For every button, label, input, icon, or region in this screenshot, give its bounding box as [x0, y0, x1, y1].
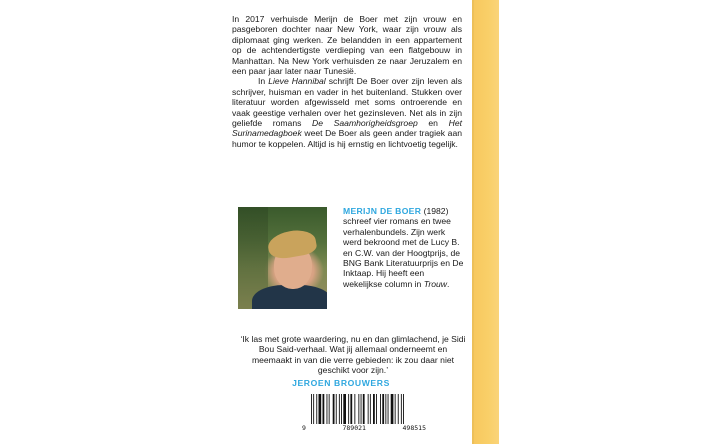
blurb-p2-mid: schrijft De Boer over zijn leven als schrijver, huisman en vader in het buitenland. Stukken over literatuur worden afgewisseld met soms ontroerende en vaak geestige verhalen over het gezinsleven. Net als in zijn geliefde romans [232, 76, 462, 129]
blurb-p2-after: weet De Boer als geen ander tragiek aan humor te koppelen. Altijd is hij ernstig en lichtvoetig tegelijk. [232, 128, 462, 149]
quote-author: JEROEN BROUWERS [292, 378, 390, 388]
spine-edge [472, 0, 474, 444]
blurb-p2-and: en [417, 118, 449, 129]
barcode-bar [398, 394, 399, 424]
barcode-bar [363, 394, 365, 424]
barcode-bar [316, 394, 317, 424]
barcode-bar [361, 394, 362, 424]
barcode-bar [333, 394, 335, 424]
author-bio-text: schreef vier romans en twee verhalenbundels. Zijn werk werd bekroond met de Lucy B. en C.W. van der Hoogtprijs, de BNG Bank Literatuurprijs en De Inktaap. Hij heeft een wekelijkse column in [343, 216, 464, 289]
isbn-barcode [309, 394, 419, 424]
barcode-bar [323, 394, 325, 424]
barcode-bar [336, 394, 337, 424]
barcode-bar [376, 394, 377, 424]
author-bio-end: . [446, 278, 450, 289]
barcode-bar [350, 394, 352, 424]
barcode-bar [382, 394, 384, 424]
blurb-paragraph-1: In 2017 verhuisde Merijn de Boer met zijn vrouw en pasgeboren dochter naar New York, waar zijn vrouw als diplomaat ging werken. Ze belandden in een appartement op de achtendertigste verdieping van een flatgebouw in Manhattan. Na New York verhuisden ze naar Jeruzalem en een paar jaar later naar Tunesië. [232, 14, 462, 77]
barcode-bar [348, 394, 349, 424]
book-title-lieve-hannibal: Lieve Hannibal [268, 76, 326, 87]
barcode-bar [395, 394, 396, 424]
barcode-bar [385, 394, 386, 424]
author-year: (1982) [421, 206, 449, 216]
barcode-bar [329, 394, 330, 424]
book-title-surinamedagboek: Het Surinamedagboek [232, 118, 462, 139]
barcode-bar [358, 394, 359, 424]
book-title-saamhorigheidsgroep: De Saamhorigheidsgroep [312, 118, 418, 129]
book-spine [472, 0, 499, 444]
barcode-bar [313, 394, 314, 424]
barcode-bar [368, 394, 369, 424]
barcode-bar [341, 394, 342, 424]
barcode-bar [388, 394, 389, 424]
barcode-bar [370, 394, 371, 424]
barcode-bar [403, 394, 404, 424]
barcode-digits [302, 424, 426, 432]
barcode-bar [391, 394, 394, 424]
column-newspaper: Trouw [423, 278, 447, 289]
barcode-bar [343, 394, 346, 424]
barcode-bar [354, 394, 355, 424]
barcode-lead-digit: 9 [302, 424, 306, 432]
review-quote: ‘Ik las met grote waardering, nu en dan glimlachend, je Sidi Bou Said-verhaal. Wat jij allemaal onderneemt en meemaakt in van die verre gebieden: ik zou daar niet geschikt voor zijn.’ [240, 334, 466, 376]
author-bio [343, 206, 465, 289]
author-name: MERIJN DE BOER [343, 206, 422, 216]
blurb-p2-before: In [258, 76, 269, 87]
blurb-paragraph-2 [232, 76, 462, 149]
barcode-bar [319, 394, 322, 424]
barcode-bar [380, 394, 381, 424]
barcode-group-1: 789021 [342, 424, 366, 432]
barcode-bars [309, 394, 419, 424]
blurb [232, 14, 462, 149]
barcode-bar [311, 394, 312, 424]
barcode-bar [373, 394, 375, 424]
barcode-bar [327, 394, 328, 424]
author-photo [238, 207, 327, 309]
barcode-bar [401, 394, 402, 424]
barcode-group-2: 498515 [402, 424, 426, 432]
barcode-bar [339, 394, 340, 424]
